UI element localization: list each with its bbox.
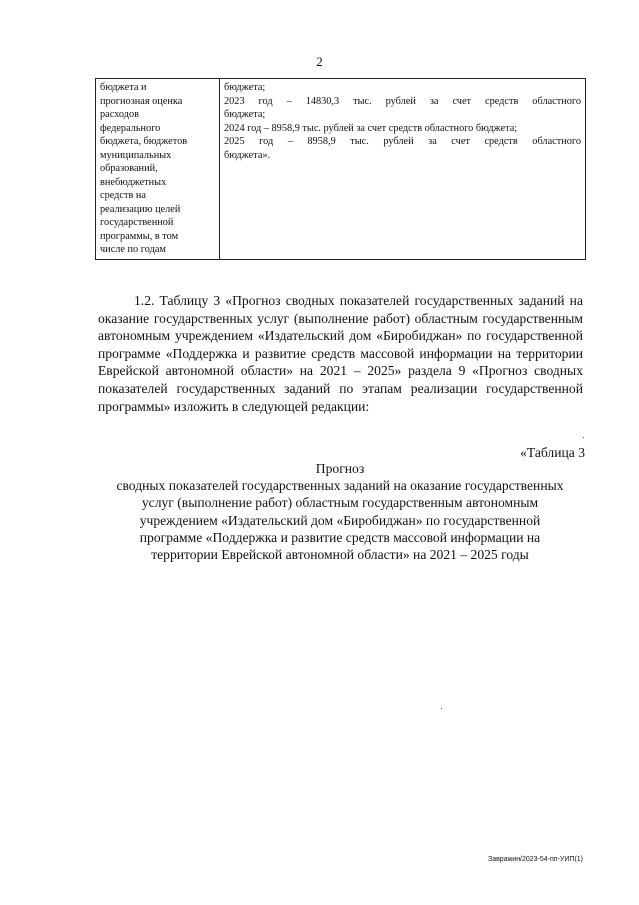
table-title-line: программе «Поддержка и развитие средств массовой информации на (139, 529, 541, 545)
table-title-line: учреждением «Издательский дом «Биробиджан» по государственной (139, 512, 541, 528)
table-row (96, 79, 586, 260)
label-line: прогнозная оценка (100, 95, 183, 107)
label-line: расходов (100, 109, 140, 120)
table-title-line: территории Еврейской автономной области» на 2021 – 2025 годы (151, 547, 529, 563)
table-title-line: услуг (выполнение работ) областным государственным автономным (141, 495, 539, 511)
budget-line-2024: 2024 год – 8958,9 тыс. рублей за счет средств областного бюджета; (224, 122, 518, 134)
table-number-label: «Таблица 3 (520, 445, 585, 460)
label-line: бюджета, бюджетов (100, 136, 188, 147)
budget-line-2023: 2023 год – 14830,3 тыс. рублей за счет средств областного (224, 95, 581, 107)
label-line: федерального (100, 122, 161, 134)
label-line: реализацию целей (100, 203, 181, 215)
table-title-heading: Прогноз (315, 461, 365, 476)
label-line: числе по годам (100, 244, 166, 255)
scan-speck (441, 708, 442, 709)
row-label-cell (96, 79, 220, 260)
label-line: средств на (100, 190, 146, 201)
label-line: государственной (100, 217, 174, 228)
table-title (95, 460, 585, 563)
page-number: 2 (316, 54, 323, 69)
program-passport-table (95, 78, 586, 260)
budget-line: бюджета; (224, 82, 266, 93)
budget-line: бюджета». (224, 149, 271, 161)
label-line: образований, (100, 163, 158, 174)
label-line: внебюджетных (100, 176, 167, 188)
scan-speck (583, 437, 584, 438)
label-line: бюджета и (100, 82, 147, 93)
row-value-cell (220, 79, 586, 260)
table-title-line: сводных показателей государственных заданий на оказание государственных (116, 478, 564, 494)
budget-line: бюджета; (224, 109, 266, 120)
budget-line-2025: 2025 год – 8958,9 тыс. рублей за счет средств областного (224, 136, 581, 147)
label-line: программы, в том (100, 230, 179, 242)
amendment-paragraph: 1.2. Таблицу 3 «Прогноз сводных показателей государственных заданий на оказание государственных услуг (выполнение работ) областным государственным автономным учреждением «Издательский дом «Биробиджан» по государственной программе «Поддержка и развитие средств массовой информации на территории Еврейской автономной области» на 2021 – 2025» раздела 9 «Прогноз сводных показателей государственных заданий по этапам реализации государственной программы» изложить в следующей редакции: (98, 293, 583, 414)
label-line: муниципальных (100, 149, 172, 161)
document-code: Завражин/2023-54-пп-УИП(1) (487, 856, 583, 863)
